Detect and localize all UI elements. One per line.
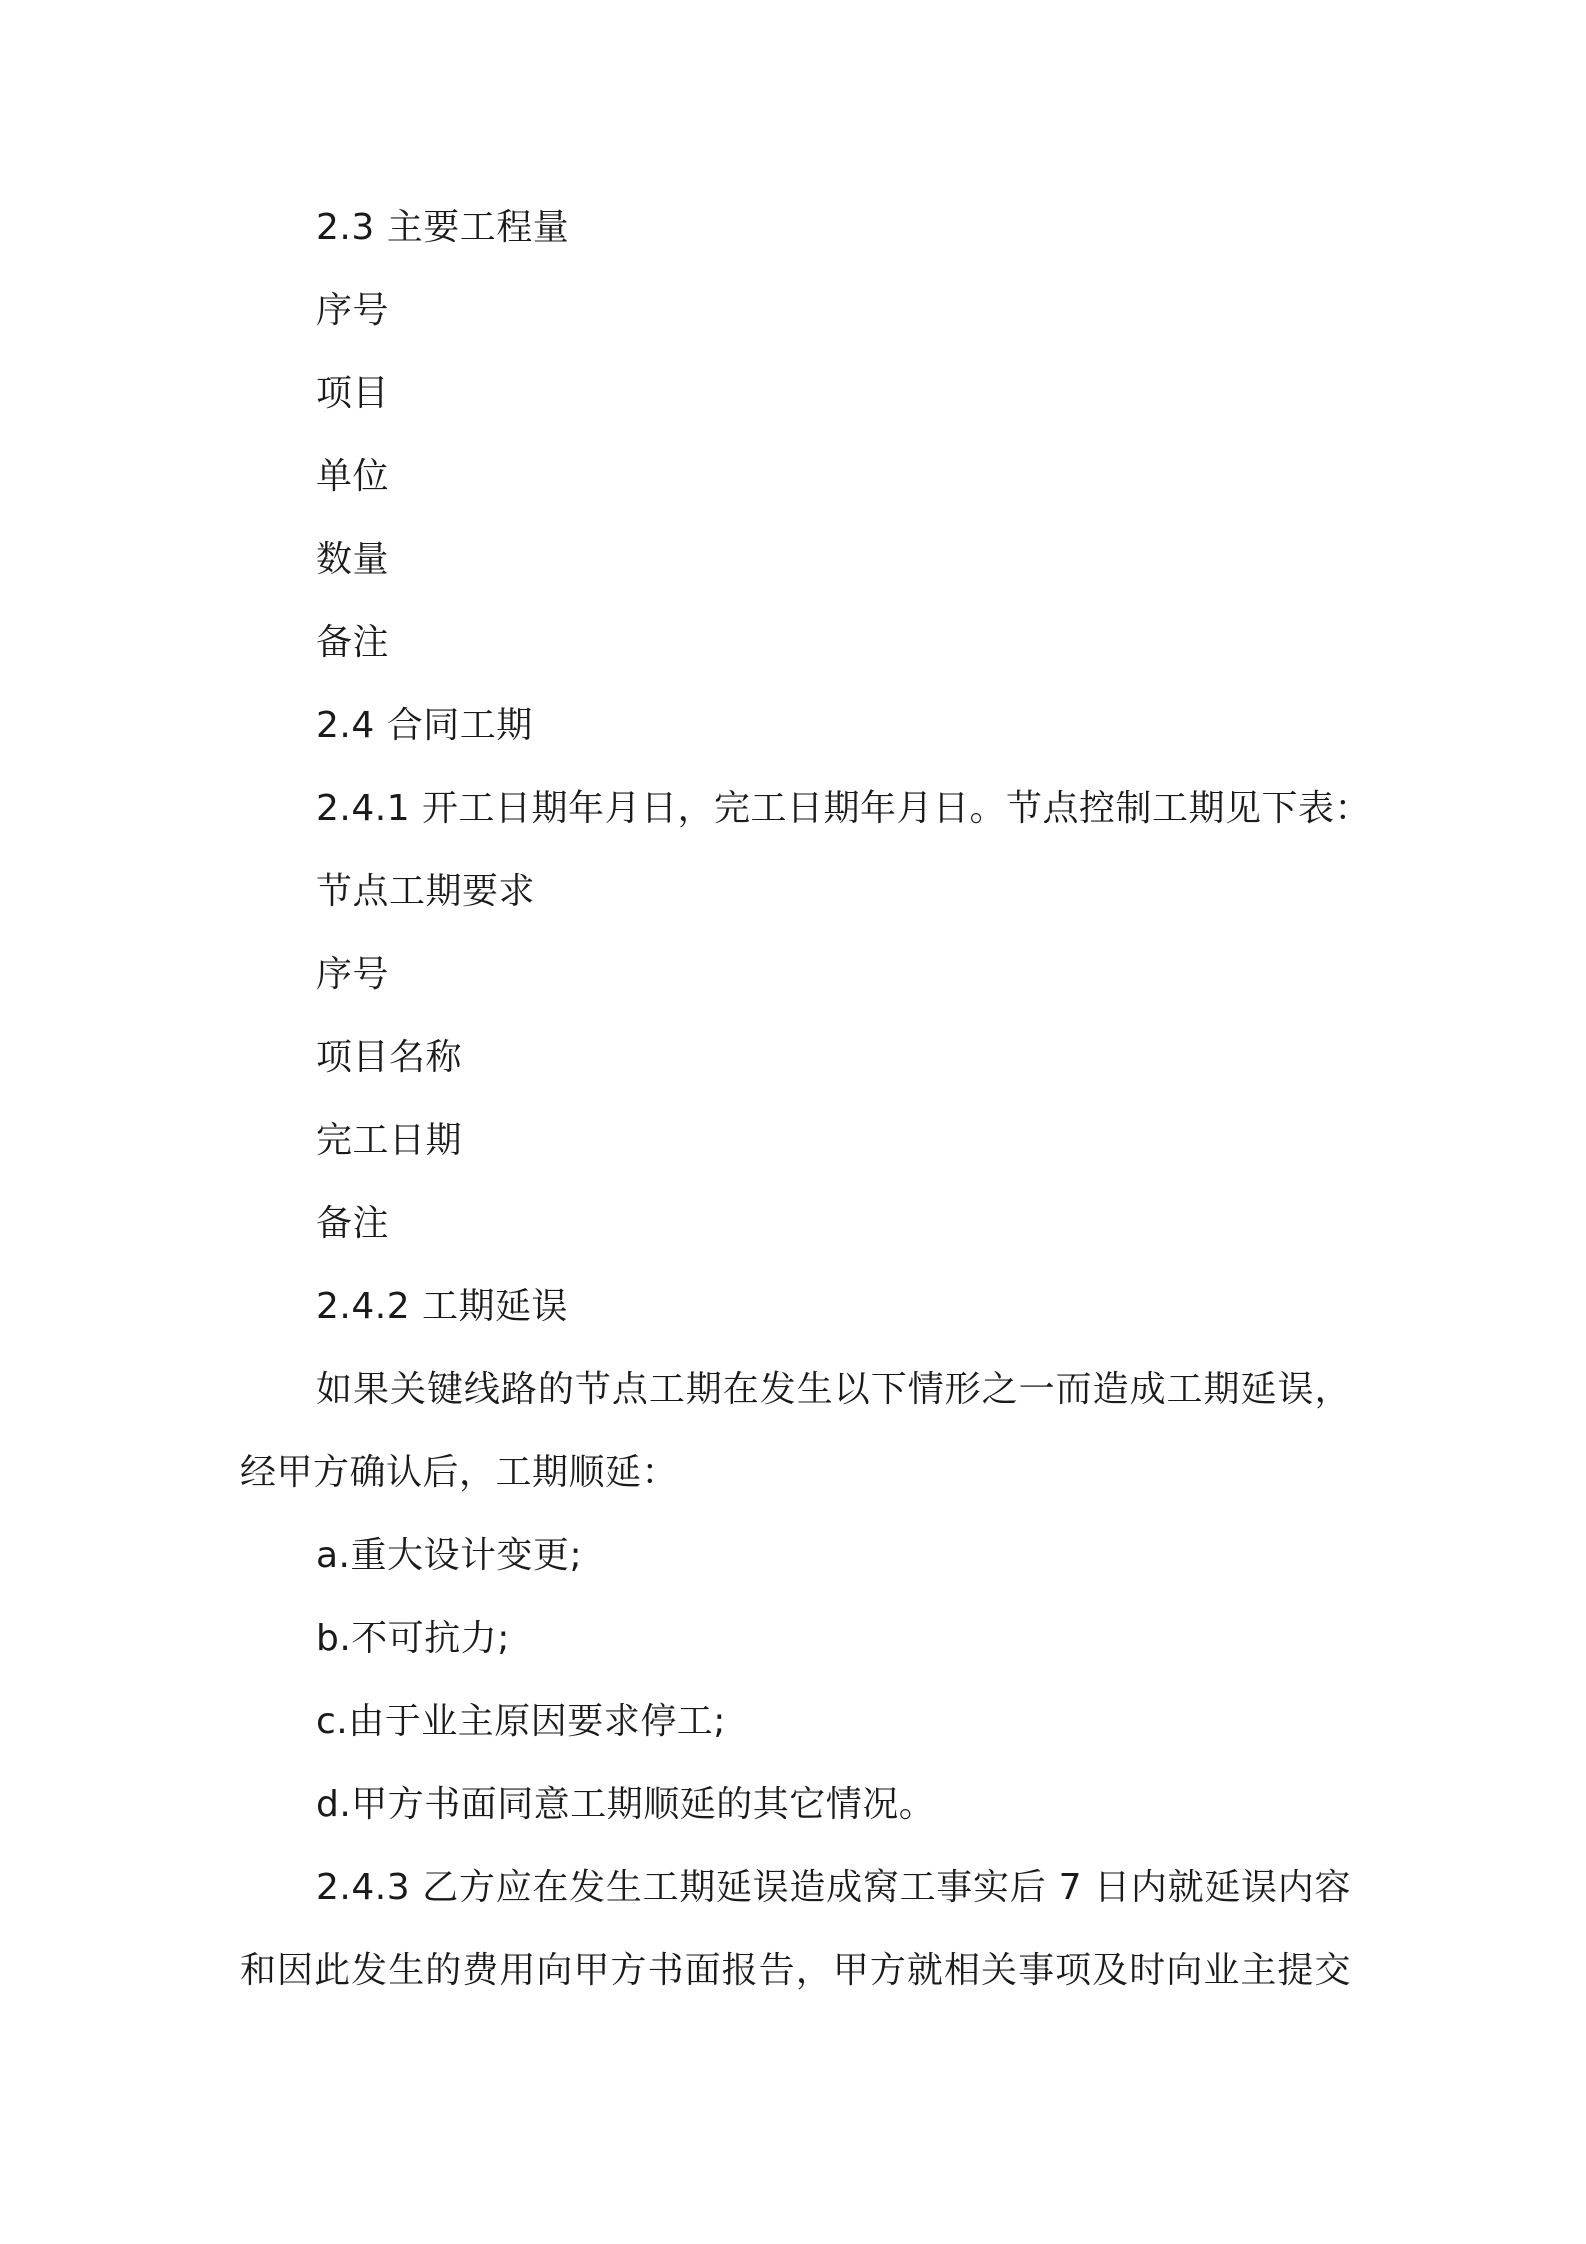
node-schedule-title: 节点工期要求 xyxy=(316,871,536,912)
table-header-unit: 单位 xyxy=(316,456,390,497)
paragraph-delay-line-1: 如果关键线路的节点工期在发生以下情形之一而造成工期延误， xyxy=(316,1369,1351,1410)
node-table-header-remarks: 备注 xyxy=(316,1203,390,1244)
list-item-a: a.重大设计变更; xyxy=(316,1535,583,1576)
clause-2-4-2-heading: 2.4.2 工期延误 xyxy=(316,1286,569,1327)
node-table-header-name: 项目名称 xyxy=(316,1037,463,1078)
section-heading-2-4: 2.4 合同工期 xyxy=(316,705,533,746)
list-item-c: c.由于业主原因要求停工; xyxy=(316,1701,726,1742)
clause-2-4-1: 2.4.1 开工日期年月日，完工日期年月日。节点控制工期见下表： xyxy=(316,788,1372,829)
table-header-remarks: 备注 xyxy=(316,622,390,663)
list-item-b: b.不可抗力; xyxy=(316,1618,510,1659)
paragraph-delay-line-2: 经甲方确认后，工期顺延： xyxy=(240,1452,679,1493)
list-item-d: d.甲方书面同意工期顺延的其它情况。 xyxy=(316,1784,936,1825)
node-table-header-completion-date: 完工日期 xyxy=(316,1120,463,1161)
table-header-quantity: 数量 xyxy=(316,539,390,580)
clause-2-4-3-line-2: 和因此发生的费用向甲方书面报告，甲方就相关事项及时向业主提交 xyxy=(240,1950,1351,1991)
table-header-serial: 序号 xyxy=(316,290,390,331)
section-heading-2-3: 2.3 主要工程量 xyxy=(316,207,570,248)
clause-2-4-3-line-1: 2.4.3 乙方应在发生工期延误造成窝工事实后 7 日内就延误内容 xyxy=(316,1867,1351,1908)
table-header-item: 项目 xyxy=(316,373,390,414)
node-table-header-serial: 序号 xyxy=(316,954,390,995)
